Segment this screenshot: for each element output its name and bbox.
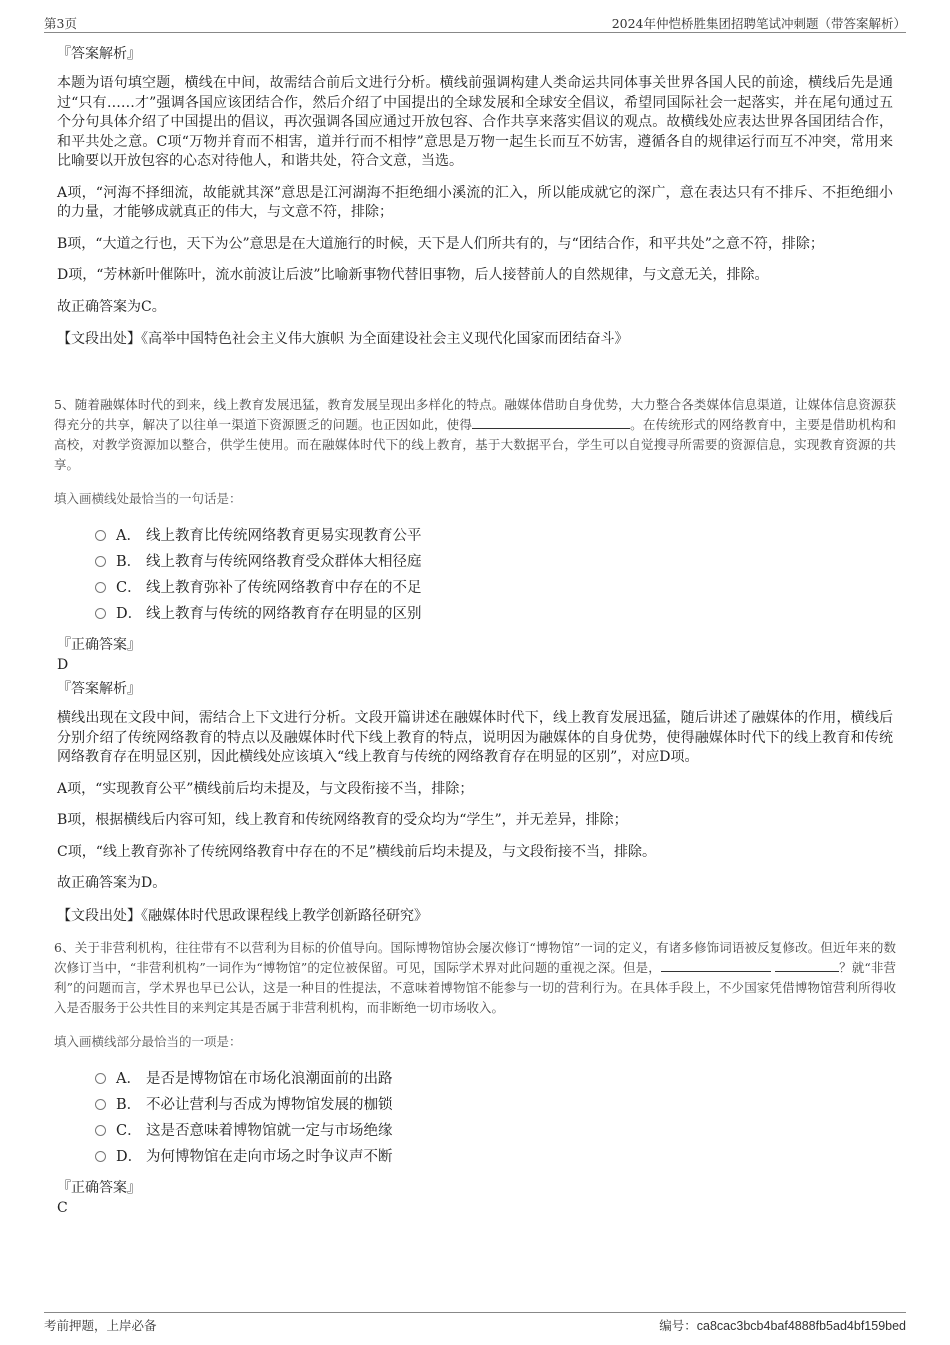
- analysis-paragraph: C项，“线上教育弥补了传统网络教育中存在的不足”横线前后均未提及，与文段衔接不当，排除。: [57, 843, 657, 860]
- page-footer: [44, 1312, 906, 1335]
- page-header: [44, 10, 906, 33]
- radio-icon[interactable]: [95, 582, 106, 593]
- answer-blank: [661, 959, 771, 972]
- question-5-options: [95, 523, 893, 627]
- radio-icon[interactable]: [95, 1125, 106, 1136]
- analysis-paragraph: A项，“河海不择细流，故能就其深”意思是江河湖海不拒绝细小溪流的汇入，所以能成就它的深广，意在表达只有不排斥、不拒绝细小的力量，才能够成就真正的伟大，与文意不符，排除；: [57, 184, 893, 220]
- analysis-label: 『答案解析』: [57, 46, 141, 62]
- analysis-paragraph: D项，“芳林新叶催陈叶，流水前波让后波”比喻新事物代替旧事物，后人接替前人的自然规律，与文意无关，排除。: [57, 267, 769, 283]
- answer-label: 『正确答案』: [57, 637, 141, 653]
- analysis-label: 『答案解析』: [57, 681, 141, 697]
- option-d[interactable]: D． 为何博物馆在走向市场之时争议声不断: [95, 1144, 893, 1170]
- radio-icon[interactable]: [95, 530, 106, 541]
- page-content: [54, 40, 896, 1222]
- question-5-stem: 5、随着融媒体时代的到来，线上教育发展迅猛，教育发展呈现出多样化的特点。融媒体借助自身优势，大力整合各类媒体信息渠道，让媒体信息资源获得充分的共享，解决了以往单一渠道下资源匮乏的问题。也正因如此，使得 。在传统形式的网络教育中，主要是借助机构和高校，对教学资源加以整合，供学生使用。而在融媒体时代下的线上教育，基于大数据平台，学生可以自觉搜寻所需要的资源信息，实现教育资源的共享。: [54, 397, 896, 472]
- answer-blank: [775, 959, 839, 972]
- correct-answer: C: [57, 1199, 68, 1216]
- radio-icon[interactable]: [95, 608, 106, 619]
- source-citation: 【文段出处】《高举中国特色社会主义伟大旗帜 为全面建设社会主义现代化国家而团结奋斗》: [57, 331, 629, 347]
- question-6-stem: 6、关于非营利机构，往往带有不以营利为目标的价值导向。国际博物馆协会屡次修订“博物馆”一词的定义，有诸多修饰词语被反复修改。但近年来的数次修订当中，“非营利机构”一词作为“博物馆”的定位被保留。可见，国际学术界对此问题的重视之深。但是， ？就“非营利”的问题而言，学术界也早已公认，这是一种目的性提法，不意味着博物馆不能参与一切的营利行为。在具体手段上，不少国家凭借博物馆营利所得收入是否服务于公共性目的来判定其是否属于非营利机构，而非断绝一切市场收入。: [54, 939, 896, 1015]
- option-c[interactable]: C． 这是否意味着博物馆就一定与市场绝缘: [95, 1118, 893, 1144]
- option-c[interactable]: C． 线上教育弥补了传统网络教育中存在的不足: [95, 575, 893, 601]
- analysis-paragraph: B项，根据横线后内容可知，线上教育和传统网络教育的受众均为“学生”，并无差异，排除；: [57, 812, 628, 828]
- radio-icon[interactable]: [95, 1073, 106, 1084]
- question-prompt: 填入画横线部分最恰当的一项是：: [54, 1033, 242, 1049]
- option-d[interactable]: D． 线上教育与传统的网络教育存在明显的区别: [95, 601, 893, 627]
- option-b[interactable]: B． 不必让营利与否成为博物馆发展的枷锁: [95, 1092, 893, 1118]
- radio-icon[interactable]: [95, 556, 106, 567]
- document-title: 2024年仲恺桥胜集团招聘笔试冲刺题（带答案解析）: [611, 16, 906, 31]
- analysis-conclusion: 故正确答案为D。: [57, 875, 167, 891]
- radio-icon[interactable]: [95, 1099, 106, 1110]
- answer-blank: [472, 416, 630, 429]
- question-prompt: 填入画横线处最恰当的一句话是：: [54, 491, 242, 506]
- footer-slogan: 考前押题，上岸必备: [44, 1318, 157, 1333]
- correct-answer: D: [57, 657, 69, 673]
- source-citation: 【文段出处】《融媒体时代思政课程线上教学创新路径研究》: [57, 907, 428, 924]
- analysis-paragraph: B项，“大道之行也，天下为公”意思是在大道施行的时候，天下是人们所共有的，与“团结合作，和平共处”之意不符，排除；: [57, 235, 824, 252]
- analysis-paragraph: 本题为语句填空题，横线在中间，故需结合前后文进行分析。横线前强调构建人类命运共同体事关世界各国人民的前途，横线后先是通过“只有……才”强调各国应该团结合作，然后介绍了中国提出的全球发展和全球安全倡议，希望同国际社会一起落实，并在尾句通过五个分句具体介绍了中国提出的倡议，再次强调各国应通过开放包容、合作共享来落实倡议的观点。故横线处应表达世界各国团结合作，和平共处之意。C项“万物并育而不相害，道并行而不相悖”意思是万物一起生长而互不妨害，遵循各自的规律运行而互不冲突，常用来比喻要以开放包容的心态对待他人，和谐共处，符合文意，当选。: [57, 75, 893, 169]
- radio-icon[interactable]: [95, 1151, 106, 1162]
- analysis-conclusion: 故正确答案为C。: [57, 298, 166, 315]
- option-a[interactable]: A． 是否是博物馆在市场化浪潮面前的出路: [95, 1066, 893, 1092]
- option-a[interactable]: A． 线上教育比传统网络教育更易实现教育公平: [95, 523, 893, 549]
- analysis-paragraph: 横线出现在文段中间，需结合上下文进行分析。文段开篇讲述在融媒体时代下，线上教育发展迅猛，随后讲述了融媒体的作用，横线后分别介绍了传统网络教育的特点以及融媒体时代下线上教育的特点，说明因为融媒体的自身优势，使得融媒体时代下的线上教育和传统网络教育存在明显区别，因此横线处应该填入“线上教育与传统的网络教育存在明显的区别”，对应D项。: [57, 710, 893, 765]
- page-number: 第3页: [44, 16, 77, 31]
- analysis-paragraph: A项，“实现教育公平”横线前后均未提及，与文段衔接不当，排除；: [57, 780, 474, 797]
- option-b[interactable]: B． 线上教育与传统网络教育受众群体大相径庭: [95, 549, 893, 575]
- document-code: 编号：ca8cac3bcb4baf4888fb5ad4bf159bed: [659, 1318, 906, 1333]
- answer-label: 『正确答案』: [57, 1179, 141, 1196]
- question-6-options: [95, 1066, 893, 1170]
